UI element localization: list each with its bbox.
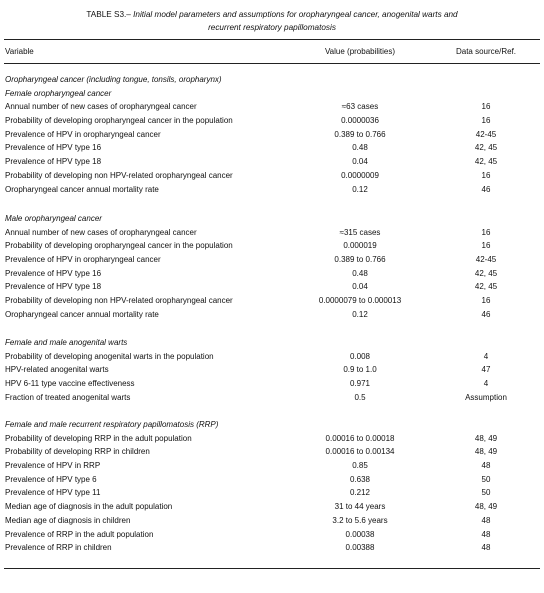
source-cell: 48, 49 (474, 447, 498, 457)
column-header-variable: Variable (5, 47, 34, 56)
source-cell: 46 (481, 309, 491, 319)
section-anogenital-warts (0, 336, 544, 404)
table-row (0, 445, 544, 459)
source-cell: 50 (481, 474, 491, 484)
variable-cell: Prevalence of HPV in RRP (5, 461, 101, 471)
column-header-value: Value (probabilities) (324, 47, 396, 56)
value-cell: 0.00016 to 0.00018 (325, 433, 395, 443)
value-cell: 0.389 to 0.766 (334, 129, 386, 139)
table-row (0, 528, 544, 542)
source-cell: 42, 45 (474, 157, 498, 167)
source-cell: 50 (481, 488, 491, 498)
table-row (0, 114, 544, 128)
variable-cell: Prevalence of HPV type 6 (5, 474, 97, 484)
value-cell: 0.971 (349, 379, 371, 389)
value-cell: 0.48 (352, 268, 368, 278)
source-cell: 42-45 (475, 129, 497, 139)
variable-cell: Annual number of new cases of oropharyngeal cancer (5, 227, 197, 237)
value-cell: ≈315 cases (339, 227, 381, 237)
value-cell: 0.04 (352, 157, 368, 167)
source-cell: 48 (481, 543, 491, 553)
table-row (0, 473, 544, 487)
section-heading: Oropharyngeal cancer (including tongue, tonsils, oropharynx) (5, 75, 222, 84)
variable-cell: Prevalence of HPV in oropharyngeal cancer (5, 255, 161, 265)
value-cell: 0.9 to 1.0 (343, 365, 377, 375)
variable-cell: Prevalence of HPV type 16 (5, 268, 102, 278)
bottom-rule (4, 568, 540, 569)
variable-cell: Prevalence of HPV in oropharyngeal cancer (5, 129, 161, 139)
variable-cell: Fraction of treated anogenital warts (5, 392, 131, 402)
source-cell: 16 (481, 241, 491, 251)
section-heading: Female oropharyngeal cancer (5, 88, 112, 98)
source-cell: 48 (481, 461, 491, 471)
table-row (0, 459, 544, 473)
table-row (0, 486, 544, 500)
value-cell: 0.00038 (345, 529, 375, 539)
section-heading: Male oropharyngeal cancer (5, 214, 102, 223)
variable-cell: Probability of developing non HPV-related oropharyngeal cancer (5, 170, 233, 180)
section-female-oropharyngeal (0, 73, 544, 196)
source-cell: 4 (483, 379, 489, 389)
table-row (0, 541, 544, 555)
variable-cell: Prevalence of RRP in the adult population (5, 529, 154, 539)
source-cell: 16 (481, 227, 491, 237)
table-row (0, 280, 544, 294)
variable-cell: Prevalence of RRP in children (5, 543, 112, 553)
value-cell: 0.638 (349, 474, 371, 484)
variable-cell: Probability of developing oropharyngeal cancer in the population (5, 116, 233, 126)
value-cell: 0.04 (352, 282, 368, 292)
table-row (0, 100, 544, 114)
source-cell: 48, 49 (474, 502, 498, 512)
source-cell: 16 (481, 170, 491, 180)
value-cell: 3.2 to 5.6 years (332, 515, 388, 525)
table-row (0, 432, 544, 446)
value-cell: 0.212 (349, 488, 371, 498)
table-row (0, 141, 544, 155)
value-cell: 0.12 (352, 309, 368, 319)
variable-cell: Probability of developing oropharyngeal cancer in the population (5, 241, 233, 251)
table-row (0, 350, 544, 364)
source-cell: 16 (481, 102, 491, 112)
variable-cell: Probability of developing RRP in children (5, 447, 150, 457)
table-label: TABLE S3.– (86, 10, 131, 19)
source-cell: 48 (481, 515, 491, 525)
table-row (0, 169, 544, 183)
value-cell: 0.12 (352, 184, 368, 194)
table-row (0, 391, 544, 405)
value-cell: 0.48 (352, 143, 368, 153)
table-row (0, 294, 544, 308)
value-cell: 0.00388 (345, 543, 375, 553)
value-cell: 0.0000009 (341, 170, 379, 180)
variable-cell: Median age of diagnosis in the adult population (5, 502, 173, 512)
table-row (0, 239, 544, 253)
variable-cell: Prevalence of HPV type 11 (5, 488, 101, 498)
value-cell: ≈63 cases (341, 102, 379, 112)
table-caption (4, 8, 540, 34)
value-cell: 0.0000079 to 0.000013 (318, 296, 402, 306)
source-cell: 42, 45 (474, 268, 498, 278)
caption-line-1 (4, 8, 540, 21)
table-row (0, 514, 544, 528)
variable-cell: Oropharyngeal cancer annual mortality rate (5, 309, 159, 319)
value-cell: 31 to 44 years (334, 502, 386, 512)
section-heading: Female and male recurrent respiratory papillomatosis (RRP) (5, 420, 219, 429)
value-cell: 0.0000036 (341, 116, 379, 126)
value-cell: 0.389 to 0.766 (334, 255, 386, 265)
value-cell: 0.00016 to 0.00134 (325, 447, 395, 457)
table-row (0, 500, 544, 514)
table-row (0, 226, 544, 240)
column-header-source: Data source/Ref. (455, 47, 517, 56)
table-row (0, 155, 544, 169)
variable-cell: Annual number of new cases of oropharyngeal cancer (5, 102, 197, 112)
header-rule (4, 63, 540, 64)
variable-cell: Prevalence of HPV type 16 (5, 143, 102, 153)
variable-cell: Probability of developing anogenital warts in the population (5, 351, 214, 361)
source-cell: 42, 45 (474, 282, 498, 292)
source-cell: 46 (481, 184, 491, 194)
source-cell: 48, 49 (474, 433, 498, 443)
source-cell: 48 (481, 529, 491, 539)
table-title-line-2: recurrent respiratory papillomatosis (208, 23, 336, 32)
variable-cell: HPV-related anogenital warts (5, 365, 109, 375)
source-cell: 4 (483, 351, 489, 361)
variable-cell: Median age of diagnosis in children (5, 515, 131, 525)
variable-cell: Probability of developing non HPV-related oropharyngeal cancer (5, 296, 233, 306)
variable-cell: Oropharyngeal cancer annual mortality rate (5, 184, 159, 194)
source-cell: 16 (481, 116, 491, 126)
source-cell: 42-45 (475, 255, 497, 265)
table-row (0, 267, 544, 281)
source-cell: 47 (481, 365, 491, 375)
table-row (0, 253, 544, 267)
section-rrp (0, 418, 544, 555)
table-row (0, 183, 544, 197)
section-heading: Female and male anogenital warts (5, 338, 128, 347)
variable-cell: Prevalence of HPV type 18 (5, 282, 102, 292)
value-cell: 0.000019 (343, 241, 377, 251)
section-male-oropharyngeal (0, 212, 544, 322)
variable-cell: Probability of developing RRP in the adult population (5, 433, 192, 443)
table-title-line-1: Initial model parameters and assumptions for oropharyngeal cancer, anogenital warts and (133, 10, 458, 19)
value-cell: 0.5 (354, 392, 366, 402)
value-cell: 0.85 (352, 461, 368, 471)
source-cell: 16 (481, 296, 491, 306)
value-cell: 0.008 (349, 351, 371, 361)
table-row (0, 308, 544, 322)
table-row (0, 377, 544, 391)
table-row (0, 128, 544, 142)
table-row (0, 363, 544, 377)
variable-cell: HPV 6-11 type vaccine effectiveness (5, 379, 135, 389)
source-cell: Assumption (465, 392, 507, 402)
top-rule (4, 39, 540, 40)
variable-cell: Prevalence of HPV type 18 (5, 157, 102, 167)
source-cell: 42, 45 (474, 143, 498, 153)
